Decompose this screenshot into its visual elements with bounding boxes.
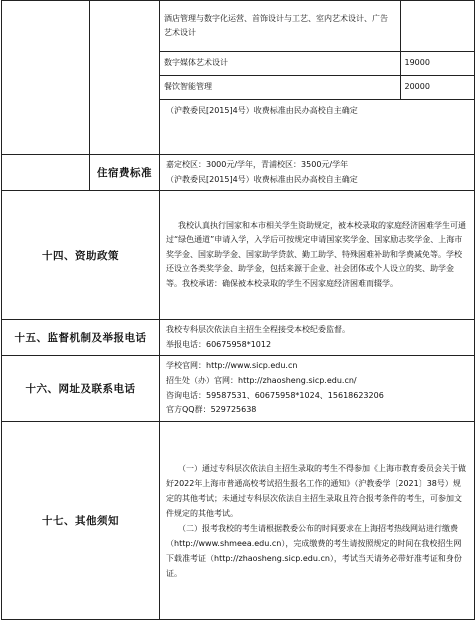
- fee-row: [160, 51, 475, 75]
- major-name: 数字媒体艺术设计: [160, 51, 400, 75]
- fee-value: 20000: [400, 75, 475, 99]
- admissions-website-line: 招生处（办）官网：http://zhaosheng.sicp.edu.cn/: [166, 375, 357, 385]
- section-14-label: 十四、资助政策: [2, 191, 160, 320]
- section-15-row: [2, 320, 475, 356]
- tuition-cell: [160, 1, 475, 155]
- major-name: 酒店管理与数字化运营、首饰设计与工艺、室内艺术设计、广告艺术设计: [160, 1, 400, 51]
- fee-row: [160, 75, 475, 99]
- fee-value: 19000: [400, 51, 475, 75]
- accommodation-label: 住宿费标准: [90, 155, 160, 191]
- section-16-text: [160, 356, 475, 422]
- section-17-row: [2, 422, 475, 620]
- section-14-text: [160, 191, 475, 320]
- fee-row: [160, 1, 475, 51]
- fee-value: [400, 1, 475, 51]
- section-15-text: [160, 320, 475, 356]
- section-14-row: [2, 191, 475, 320]
- section-17-text: [160, 422, 475, 620]
- section-17-paragraph: （二）报考我校的考生请根据教委公布的时间要求在上海招考热线网站进行缴费（http://www.shmeea.edu.cn），完成缴费的考生请按照规定的时间在我校招生网下载准考证（http://zhaosheng.sicp.edu.cn），考试当天请务必带好准考证和身份证。: [166, 523, 462, 578]
- section-17-paragraph: （一）通过专科层次依法自主招生录取的考生不得参加《上海市教育委员会关于做好2022年上海市普通高校考试招生报名工作的通知》（沪教委学〔2021〕38号）规定的其他考试；未通过专科层次依法自主招生录取且符合报考条件的考生，可参加文件规定的其他考试。: [166, 463, 466, 518]
- accommodation-text: [160, 155, 475, 191]
- blank-cell: [2, 1, 90, 155]
- accommodation-row: [2, 155, 475, 191]
- section-17-label: 十七、其他须知: [2, 422, 160, 620]
- accommodation-line: （沪教委民[2015]4号）收费标准由民办高校自主确定: [166, 174, 358, 184]
- major-name: 餐饮智能管理: [160, 75, 400, 99]
- tuition-row: [2, 1, 475, 155]
- section-16-row: [2, 356, 475, 422]
- phone-line: 咨询电话：59587531、60675958*1024、15618623206: [166, 390, 384, 400]
- admissions-info-table: [1, 0, 475, 620]
- blank-cell: [2, 155, 90, 191]
- section-14-paragraph: 我校认真执行国家和本市相关学生资助规定，被本校录取的家庭经济困难学生可通过“绿色通道”申请入学，入学后可按规定申请国家奖学金、国家励志奖学金、上海市奖学金、国家助学金、国家助学贷款、勤工助学、特殊困难补助和学费减免等。学校还设立各类奖学金、助学金，包括来源于企业、社会团体或个人设立的奖、助学金等。我校承诺：确保被本校录取的学生不因家庭经济困难而辍学。: [166, 220, 466, 288]
- section-15-line: 我校专科层次依法自主招生全程接受本校纪委监督。: [166, 324, 350, 334]
- fee-subtable: [160, 1, 475, 100]
- website-line: 学校官网：http://www.sicp.edu.cn: [166, 361, 298, 371]
- accommodation-line: 嘉定校区：3000元/学年，青浦校区：3500元/学年: [166, 159, 349, 169]
- qq-group-line: 官方QQ群：529725638: [166, 405, 257, 415]
- blank-cell: [90, 1, 160, 155]
- section-16-label: 十六、网址及联系电话: [2, 356, 160, 422]
- section-15-label: 十五、监督机制及举报电话: [2, 320, 160, 356]
- tuition-note: （沪教委民[2015]4号）收费标准由民办高校自主确定: [166, 105, 358, 115]
- section-15-line: 举报电话：60675958*1012: [166, 339, 272, 349]
